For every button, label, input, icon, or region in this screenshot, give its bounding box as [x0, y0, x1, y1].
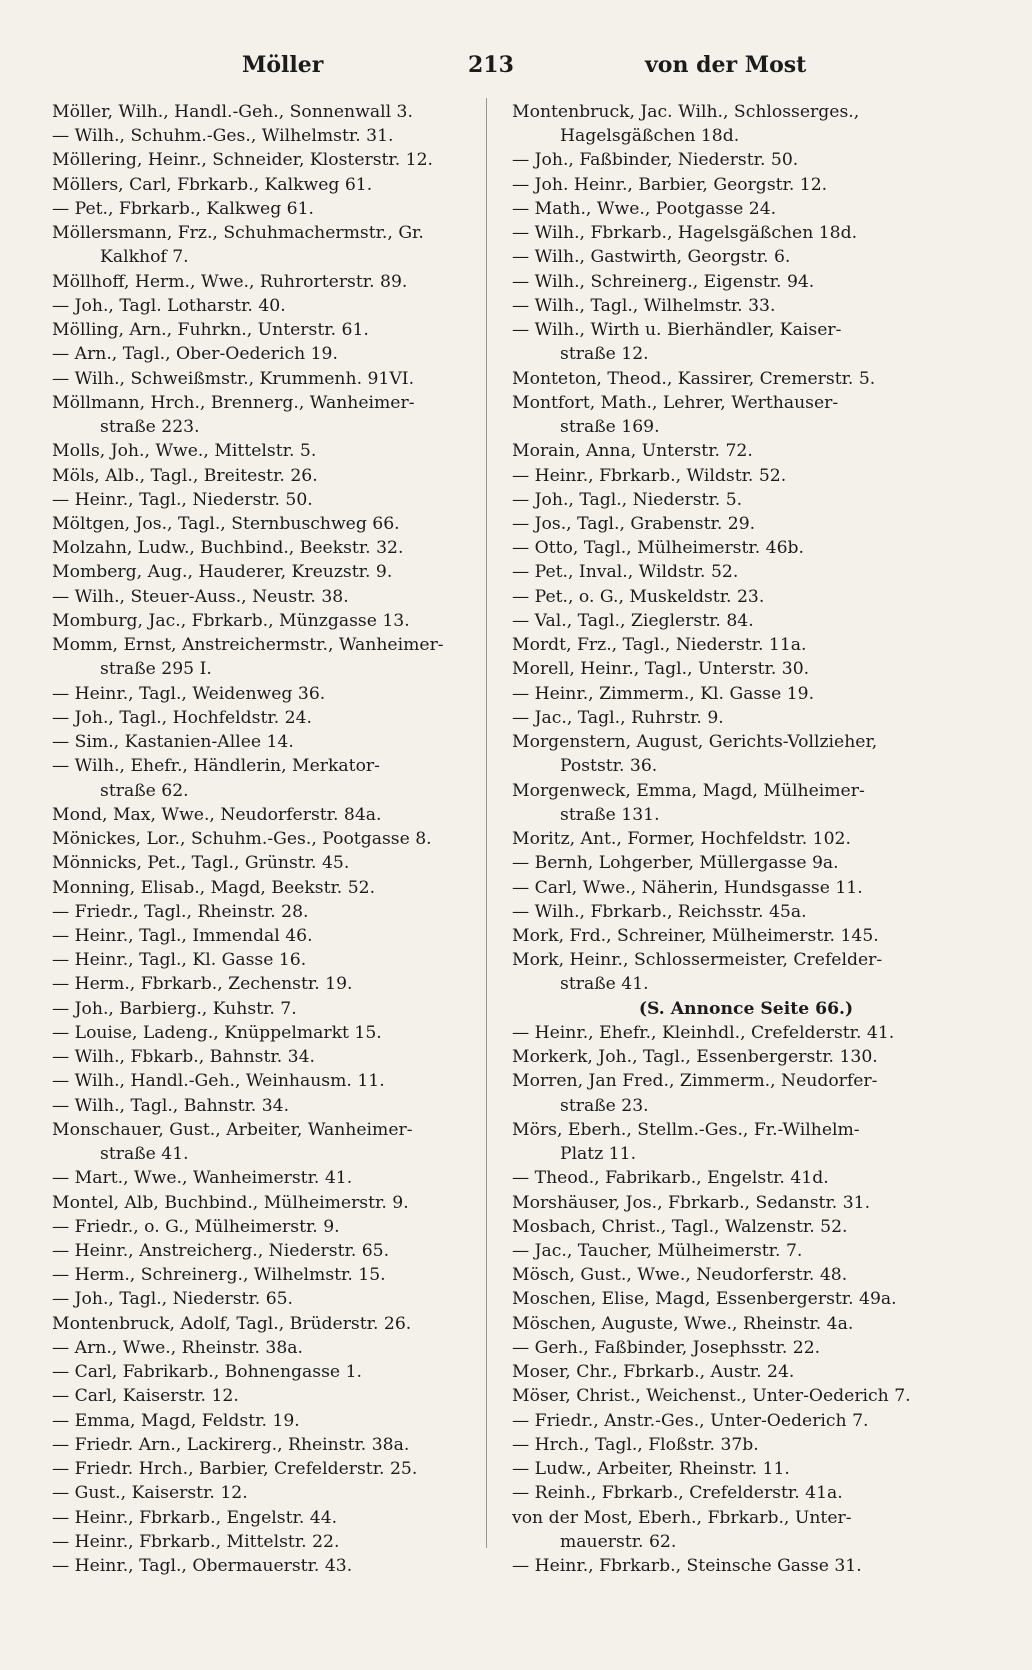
page-number: 213	[468, 52, 514, 78]
annonce-note: (S. Annonce Seite 66.)	[638, 998, 854, 1019]
directory-entry: Möser, Christ., Weichenst., Unter-Oederich 7.	[512, 1386, 911, 1407]
directory-entry: — Wilh., Fbkarb., Bahnstr. 34.	[52, 1047, 315, 1068]
directory-entry: — Friedr., Tagl., Rheinstr. 28.	[52, 901, 309, 922]
directory-entry: — Gerh., Faßbinder, Josephsstr. 22.	[512, 1337, 821, 1358]
directory-entry: Mörs, Eberh., Stellm.-Ges., Fr.-Wilhelm-	[512, 1119, 860, 1140]
directory-entry: — Wilh., Schweißmstr., Krummenh. 91VI.	[52, 368, 415, 389]
directory-entry: — Wilh., Schreinerg., Eigenstr. 94.	[512, 271, 815, 292]
directory-entry: — Arn., Tagl., Ober-Oederich 19.	[52, 344, 338, 365]
directory-entry: — Wilh., Steuer-Auss., Neustr. 38.	[52, 586, 349, 607]
directory-entry: Mösch, Gust., Wwe., Neudorferstr. 48.	[512, 1265, 848, 1286]
directory-entry: Möllers, Carl, Fbrkarb., Kalkweg 61.	[52, 174, 373, 195]
entry-continuation: Kalkhof 7.	[100, 247, 189, 268]
directory-entry: — Carl, Kaiserstr. 12.	[52, 1386, 239, 1407]
directory-entry: Möschen, Auguste, Wwe., Rheinstr. 4a.	[512, 1313, 854, 1334]
directory-entry: — Jac., Tagl., Ruhrstr. 9.	[512, 707, 724, 728]
page-header	[0, 46, 1032, 86]
directory-entry: — Mart., Wwe., Wanheimerstr. 41.	[52, 1168, 353, 1189]
directory-entry: — Math., Wwe., Pootgasse 24.	[512, 198, 777, 219]
directory-entry: — Pet., o. G., Muskeldstr. 23.	[512, 586, 765, 607]
directory-entry: Montenbruck, Jac. Wilh., Schlosserges.,	[512, 102, 860, 122]
directory-entry: Molzahn, Ludw., Buchbind., Beekstr. 32.	[52, 538, 404, 559]
directory-entry: Möller, Wilh., Handl.-Geh., Sonnenwall 3.	[52, 102, 413, 122]
directory-entry: Moschen, Elise, Magd, Essenbergerstr. 49a.	[512, 1289, 897, 1310]
directory-entry: Mork, Frd., Schreiner, Mülheimerstr. 145.	[512, 925, 879, 946]
directory-entry: Mölling, Arn., Fuhrkn., Unterstr. 61.	[52, 320, 369, 341]
directory-entry: — Carl, Wwe., Näherin, Hundsgasse 11.	[512, 877, 863, 898]
directory-entry: — Otto, Tagl., Mülheimerstr. 46b.	[512, 538, 805, 559]
directory-entry: — Joh., Tagl., Niederstr. 65.	[52, 1289, 294, 1310]
entry-continuation: straße 131.	[560, 804, 660, 825]
directory-entry: Möllering, Heinr., Schneider, Klosterstr. 12.	[52, 150, 434, 171]
directory-entry: — Herm., Schreinerg., Wilhelmstr. 15.	[52, 1265, 386, 1286]
directory-entry: Morshäuser, Jos., Fbrkarb., Sedanstr. 31.	[512, 1192, 871, 1213]
directory-entry: — Joh., Tagl., Hochfeldstr. 24.	[52, 707, 312, 728]
directory-entry: — Pet., Inval., Wildstr. 52.	[512, 562, 739, 583]
directory-entry: — Heinr., Tagl., Obermauerstr. 43.	[52, 1556, 353, 1577]
directory-entry: — Joh., Tagl., Niederstr. 5.	[512, 489, 743, 510]
directory-entry: Molls, Joh., Wwe., Mittelstr. 5.	[52, 441, 317, 462]
directory-entry: Möllhoff, Herm., Wwe., Ruhrorterstr. 89.	[52, 271, 408, 292]
directory-entry: — Joh., Barbierg., Kuhstr. 7.	[52, 998, 297, 1019]
directory-entry: — Friedr. Arn., Lackirerg., Rheinstr. 38a.	[52, 1434, 410, 1455]
directory-entry: Morgenweck, Emma, Magd, Mülheimer-	[512, 780, 865, 801]
directory-entry: — Gust., Kaiserstr. 12.	[52, 1483, 248, 1504]
directory-entry: — Wilh., Wirth u. Bierhändler, Kaiser-	[512, 320, 842, 341]
entry-continuation: straße 295 I.	[100, 659, 212, 680]
directory-entry: Möllersmann, Frz., Schuhmachermstr., Gr.	[52, 223, 424, 244]
entry-continuation: straße 23.	[560, 1095, 649, 1116]
directory-entry: — Heinr., Tagl., Niederstr. 50.	[52, 489, 313, 510]
directory-entry: Momberg, Aug., Hauderer, Kreuzstr. 9.	[52, 562, 393, 583]
directory-entry: — Wilh., Schuhm.-Ges., Wilhelmstr. 31.	[52, 126, 394, 147]
entry-continuation: straße 169.	[560, 417, 660, 438]
directory-entry: — Ludw., Arbeiter, Rheinstr. 11.	[512, 1459, 790, 1480]
directory-entry: — Heinr., Fbrkarb., Steinsche Gasse 31.	[512, 1556, 862, 1577]
entry-continuation: Hagelsgäßchen 18d.	[560, 126, 740, 147]
directory-entry: Monning, Elisab., Magd, Beekstr. 52.	[52, 877, 376, 898]
directory-entry: — Heinr., Zimmerm., Kl. Gasse 19.	[512, 683, 815, 704]
directory-entry: — Friedr., o. G., Mülheimerstr. 9.	[52, 1216, 340, 1237]
directory-entry: Momburg, Jac., Fbrkarb., Münzgasse 13.	[52, 610, 410, 631]
directory-entry: — Louise, Ladeng., Knüppelmarkt 15.	[52, 1022, 382, 1043]
directory-entry: — Friedr. Hrch., Barbier, Crefelderstr. 25.	[52, 1459, 418, 1480]
directory-entry: — Emma, Magd, Feldstr. 19.	[52, 1410, 300, 1431]
entry-continuation: mauerstr. 62.	[560, 1531, 677, 1552]
directory-entry: Möltgen, Jos., Tagl., Sternbuschweg 66.	[52, 513, 400, 534]
directory-entry: — Joh., Faßbinder, Niederstr. 50.	[512, 150, 799, 171]
directory-entry: — Val., Tagl., Zieglerstr. 84.	[512, 610, 754, 631]
directory-entry: Morgenstern, August, Gerichts-Vollzieher,	[512, 732, 878, 753]
directory-entry: — Wilh., Gastwirth, Georgstr. 6.	[512, 247, 791, 268]
directory-entry: — Pet., Fbrkarb., Kalkweg 61.	[52, 198, 315, 219]
directory-entry: von der Most, Eberh., Fbrkarb., Unter-	[512, 1507, 852, 1528]
directory-entry: — Reinh., Fbrkarb., Crefelderstr. 41a.	[512, 1483, 843, 1504]
directory-entry: — Heinr., Tagl., Immendal 46.	[52, 925, 313, 946]
header-right-keyword: von der Most	[645, 52, 807, 78]
column-divider	[486, 98, 487, 1548]
directory-entry: — Wilh., Tagl., Wilhelmstr. 33.	[512, 295, 776, 316]
directory-entry: Morell, Heinr., Tagl., Unterstr. 30.	[512, 659, 810, 680]
directory-entry: — Arn., Wwe., Rheinstr. 38a.	[52, 1337, 303, 1358]
directory-entry: — Jac., Taucher, Mülheimerstr. 7.	[512, 1241, 803, 1262]
directory-entry: — Theod., Fabrikarb., Engelstr. 41d.	[512, 1168, 829, 1189]
directory-entry: — Heinr., Ehefr., Kleinhdl., Crefelderstr. 41.	[512, 1022, 895, 1043]
directory-entry: Möllmann, Hrch., Brennerg., Wanheimer-	[52, 392, 415, 413]
directory-entry: Montenbruck, Adolf, Tagl., Brüderstr. 26.	[52, 1313, 412, 1334]
entry-continuation: straße 223.	[100, 417, 200, 438]
directory-entry: Mond, Max, Wwe., Neudorferstr. 84a.	[52, 804, 382, 825]
directory-entry: — Wilh., Ehefr., Händlerin, Merkator-	[52, 756, 380, 777]
directory-entry: Möls, Alb., Tagl., Breitestr. 26.	[52, 465, 318, 486]
directory-entry: Mosbach, Christ., Tagl., Walzenstr. 52.	[512, 1216, 848, 1237]
directory-entry: — Wilh., Fbrkarb., Reichsstr. 45a.	[512, 901, 807, 922]
entry-continuation: Poststr. 36.	[560, 756, 658, 777]
left-column	[52, 100, 477, 1578]
directory-entry: Montel, Alb, Buchbind., Mülheimerstr. 9.	[52, 1192, 409, 1213]
directory-entry: — Heinr., Fbrkarb., Engelstr. 44.	[52, 1507, 338, 1528]
directory-entry: Mönickes, Lor., Schuhm.-Ges., Pootgasse 8.	[52, 829, 432, 850]
directory-entry: Montfort, Math., Lehrer, Werthauser-	[512, 392, 839, 413]
directory-entry: — Carl, Fabrikarb., Bohnengasse 1.	[52, 1362, 362, 1383]
entry-continuation: straße 41.	[100, 1144, 189, 1165]
directory-entry: — Joh., Tagl. Lotharstr. 40.	[52, 295, 286, 316]
header-left-keyword: Möller	[242, 52, 324, 78]
directory-entry: — Friedr., Anstr.-Ges., Unter-Oederich 7.	[512, 1410, 869, 1431]
directory-entry: Moser, Chr., Fbrkarb., Austr. 24.	[512, 1362, 795, 1383]
directory-entry: Mork, Heinr., Schlossermeister, Crefelder-	[512, 950, 883, 971]
directory-entry: Morain, Anna, Unterstr. 72.	[512, 441, 753, 462]
directory-entry: — Sim., Kastanien-Allee 14.	[52, 732, 294, 753]
directory-entry: — Heinr., Tagl., Weidenweg 36.	[52, 683, 326, 704]
directory-entry: — Heinr., Tagl., Kl. Gasse 16.	[52, 950, 307, 971]
entry-continuation: straße 41.	[560, 974, 649, 995]
directory-entry: — Herm., Fbrkarb., Zechenstr. 19.	[52, 974, 353, 995]
directory-entry: Moritz, Ant., Former, Hochfeldstr. 102.	[512, 829, 851, 850]
directory-entry: — Heinr., Fbrkarb., Wildstr. 52.	[512, 465, 787, 486]
directory-entry: — Wilh., Fbrkarb., Hagelsgäßchen 18d.	[512, 223, 858, 244]
directory-entry: Mordt, Frz., Tagl., Niederstr. 11a.	[512, 635, 807, 656]
directory-entry: Momm, Ernst, Anstreichermstr., Wanheimer-	[52, 635, 444, 656]
directory-entry: — Heinr., Anstreicherg., Niederstr. 65.	[52, 1241, 390, 1262]
directory-entry: — Heinr., Fbrkarb., Mittelstr. 22.	[52, 1531, 340, 1552]
directory-entry: — Wilh., Tagl., Bahnstr. 34.	[52, 1095, 290, 1116]
entry-continuation: straße 12.	[560, 344, 649, 365]
directory-entry: — Wilh., Handl.-Geh., Weinhausm. 11.	[52, 1071, 385, 1092]
directory-entry: — Joh. Heinr., Barbier, Georgstr. 12.	[512, 174, 828, 195]
directory-entry: Mönnicks, Pet., Tagl., Grünstr. 45.	[52, 853, 350, 874]
entry-continuation: straße 62.	[100, 780, 189, 801]
directory-entry: Morren, Jan Fred., Zimmerm., Neudorfer-	[512, 1071, 878, 1092]
directory-entry: Morkerk, Joh., Tagl., Essenbergerstr. 130.	[512, 1047, 878, 1068]
right-column	[512, 100, 980, 1578]
directory-entry: Monteton, Theod., Kassirer, Cremerstr. 5.	[512, 368, 876, 389]
directory-entry: Monschauer, Gust., Arbeiter, Wanheimer-	[52, 1119, 413, 1140]
directory-entry: — Hrch., Tagl., Floßstr. 37b.	[512, 1434, 759, 1455]
directory-entry: — Jos., Tagl., Grabenstr. 29.	[512, 513, 756, 534]
directory-entry: — Bernh, Lohgerber, Müllergasse 9a.	[512, 853, 839, 874]
entry-continuation: Platz 11.	[560, 1144, 637, 1165]
